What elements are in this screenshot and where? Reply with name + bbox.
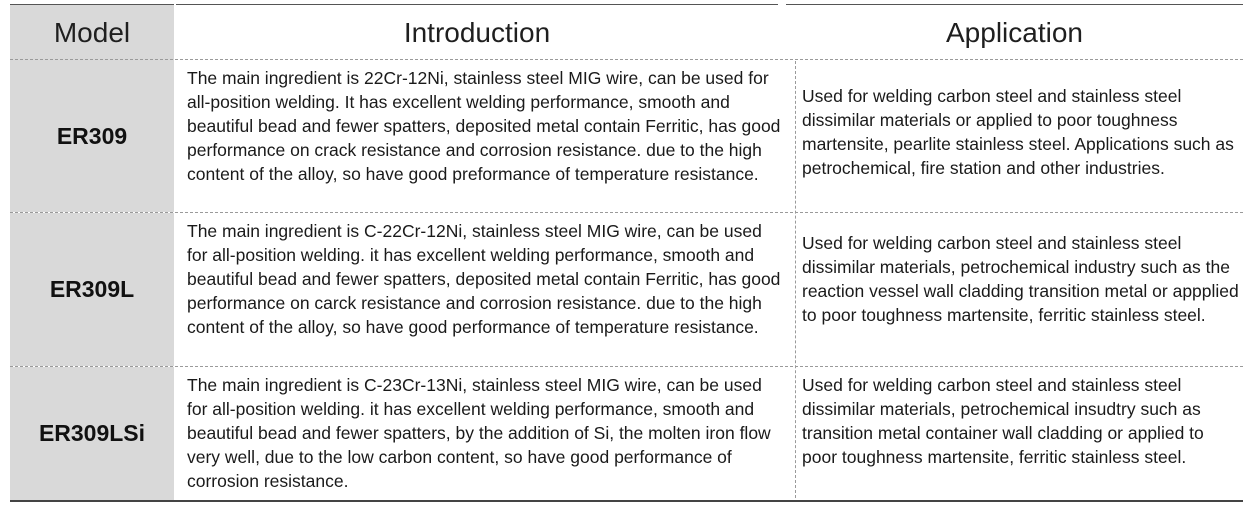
table-header [10, 4, 1243, 59]
introduction-cell: The main ingredient is C-23Cr-13Ni, stainless steel MIG wire, can be used for all-position welding. it has excellent welding performance, smooth and beautiful bead and fewer spatters, by the addition of Si, the molten iron flow very well, due to the low carbon content, so have good performance of corrosion resistance. [187, 375, 771, 491]
table-row-er309l [10, 212, 1243, 366]
header-model: Model [10, 4, 174, 60]
header-application: Application [786, 4, 1243, 60]
model-cell: ER309 [10, 60, 174, 212]
introduction-cell: The main ingredient is C-22Cr-12Ni, stainless steel MIG wire, can be used for all-position welding. it has excellent welding performance, smooth and beautiful bead and fewer spatters, deposited metal contain Ferritic, has good performance on carck resistance and corrosion resistance. due to the high content of the alloy, so have good performance of temperature resistance. [187, 221, 781, 337]
application-cell: Used for welding carbon steel and stainless steel dissimilar materials, petrochemical industry such as the reaction vessel wall cladding transition metal or appplied to poor toughness martensite, ferritic stainless steel. [802, 233, 1239, 325]
application-cell: Used for welding carbon steel and stainless steel dissimilar materials, petrochemical insudtry such as transition metal container wall cladding or applied to poor toughness martensite, ferritic stainless steel. [802, 375, 1204, 467]
model-cell: ER309LSi [10, 367, 174, 500]
header-introduction: Introduction [176, 4, 778, 60]
model-cell: ER309L [10, 213, 174, 366]
table-row-er309lsi [10, 366, 1243, 502]
table-row-er309 [10, 59, 1243, 212]
column-divider [795, 61, 796, 498]
application-cell: Used for welding carbon steel and stainless steel dissimilar materials or applied to poor toughness martensite, pearlite stainless steel. Applications such as petrochemical, fire station and other industries. [802, 86, 1234, 178]
introduction-cell: The main ingredient is 22Cr-12Ni, stainless steel MIG wire, can be used for all-position welding. It has excellent welding performance, smooth and beautiful bead and fewer spatters, deposited metal contain Ferritic, has good performance on crack resistance and corrosion resistance. due to the high content of the alloy, so have good preformance of temperature resistance. [187, 68, 781, 184]
product-table [10, 4, 1243, 502]
